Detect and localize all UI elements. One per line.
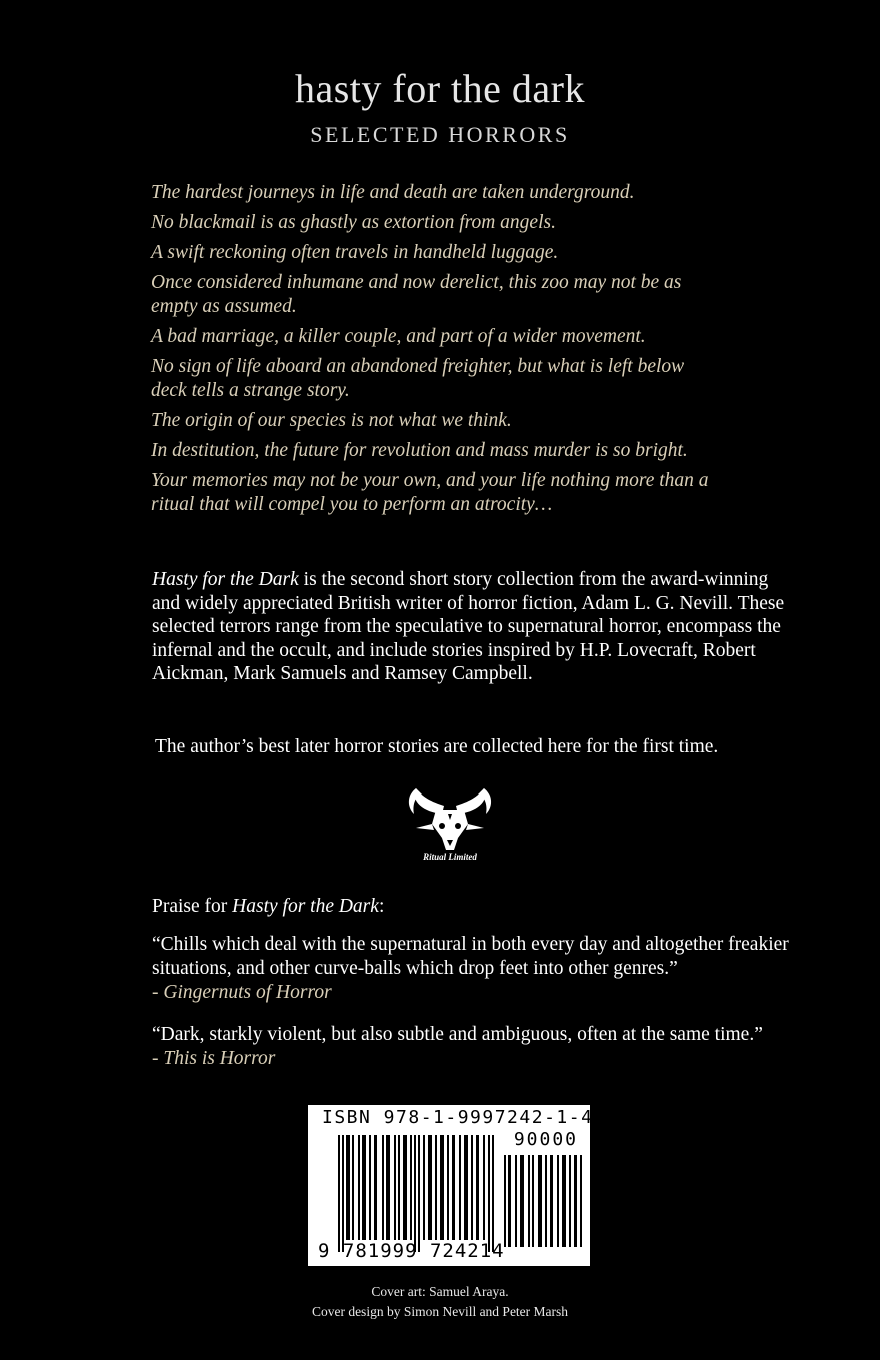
tagline: Your memories may not be your own, and your life nothing more than a ritual that will compel you to perform an atrocity… [151, 470, 709, 515]
cover-credits [0, 1282, 880, 1322]
quote-text: “Chills which deal with the supernatural in both every day and altogether freakier situations, and other curve-balls which drop feet into other genres.” [152, 934, 789, 979]
praise-heading-title: Hasty for the Dark [232, 896, 379, 917]
tagline: No sign of life aboard an abandoned freighter, but what is left below deck tells a strange story. [151, 356, 685, 401]
barcode-addon-bars [504, 1155, 584, 1247]
publisher-name: Ritual Limited [423, 852, 477, 862]
tagline: The hardest journeys in life and death are taken underground. [151, 182, 635, 203]
book-title: hasty for the dark [294, 66, 585, 111]
tagline: A swift reckoning often travels in handheld luggage. [151, 242, 559, 263]
tagline: The origin of our species is not what we think. [151, 410, 512, 431]
blurb-text: is the second short story collection from the award-winning and widely appreciated British writer of horror fiction, Adam L. G. Nevill. These selected terrors range from the speculative to supernatural horror, encompass the infernal and the occult, and include stories inspired by H.P. Lovecraft, Robert Aickman, Mark Samuels and Ramsey Campbell. [152, 569, 785, 684]
cover-design-credit: Cover design by Simon Nevill and Peter Marsh [311, 1304, 569, 1319]
blurb-paragraph [152, 568, 792, 686]
ean-number: 9 781999 724214 [318, 1240, 505, 1262]
isbn-barcode [308, 1105, 594, 1266]
review-quote [152, 1023, 842, 1071]
tagline: No blackmail is as ghastly as extortion from angels. [151, 212, 556, 233]
praise-heading-suffix: : [378, 896, 385, 917]
quote-text: “Dark, starkly violent, but also subtle and ambiguous, often at the same time.” [152, 1024, 763, 1045]
barcode-bars [338, 1135, 498, 1252]
review-quote [152, 933, 842, 1005]
blurb-closing: The author’s best later horror stories are collected here for the first time. [155, 736, 719, 757]
blurb-book-title: Hasty for the Dark [152, 569, 299, 590]
cover-art-credit: Cover art: Samuel Araya. [371, 1284, 509, 1299]
praise-heading-prefix: Praise for [152, 896, 233, 917]
praise-heading [152, 895, 792, 919]
book-subtitle: SELECTED HORRORS [310, 122, 570, 147]
quote-attribution: - This is Horror [152, 1048, 276, 1069]
isbn-label: ISBN 978-1-9997242-1-4 [322, 1107, 594, 1128]
quote-attribution: - Gingernuts of Horror [152, 982, 332, 1003]
tagline-list [151, 181, 791, 523]
publisher-logo [402, 784, 498, 866]
barcode-addon-number: 90000 [513, 1129, 578, 1150]
tagline: A bad marriage, a killer couple, and part of a wider movement. [151, 326, 646, 347]
tagline: In destitution, the future for revolution and mass murder is so bright. [151, 440, 688, 461]
tagline: Once considered inhumane and now derelict, this zoo may not be as empty as assumed. [151, 272, 682, 317]
